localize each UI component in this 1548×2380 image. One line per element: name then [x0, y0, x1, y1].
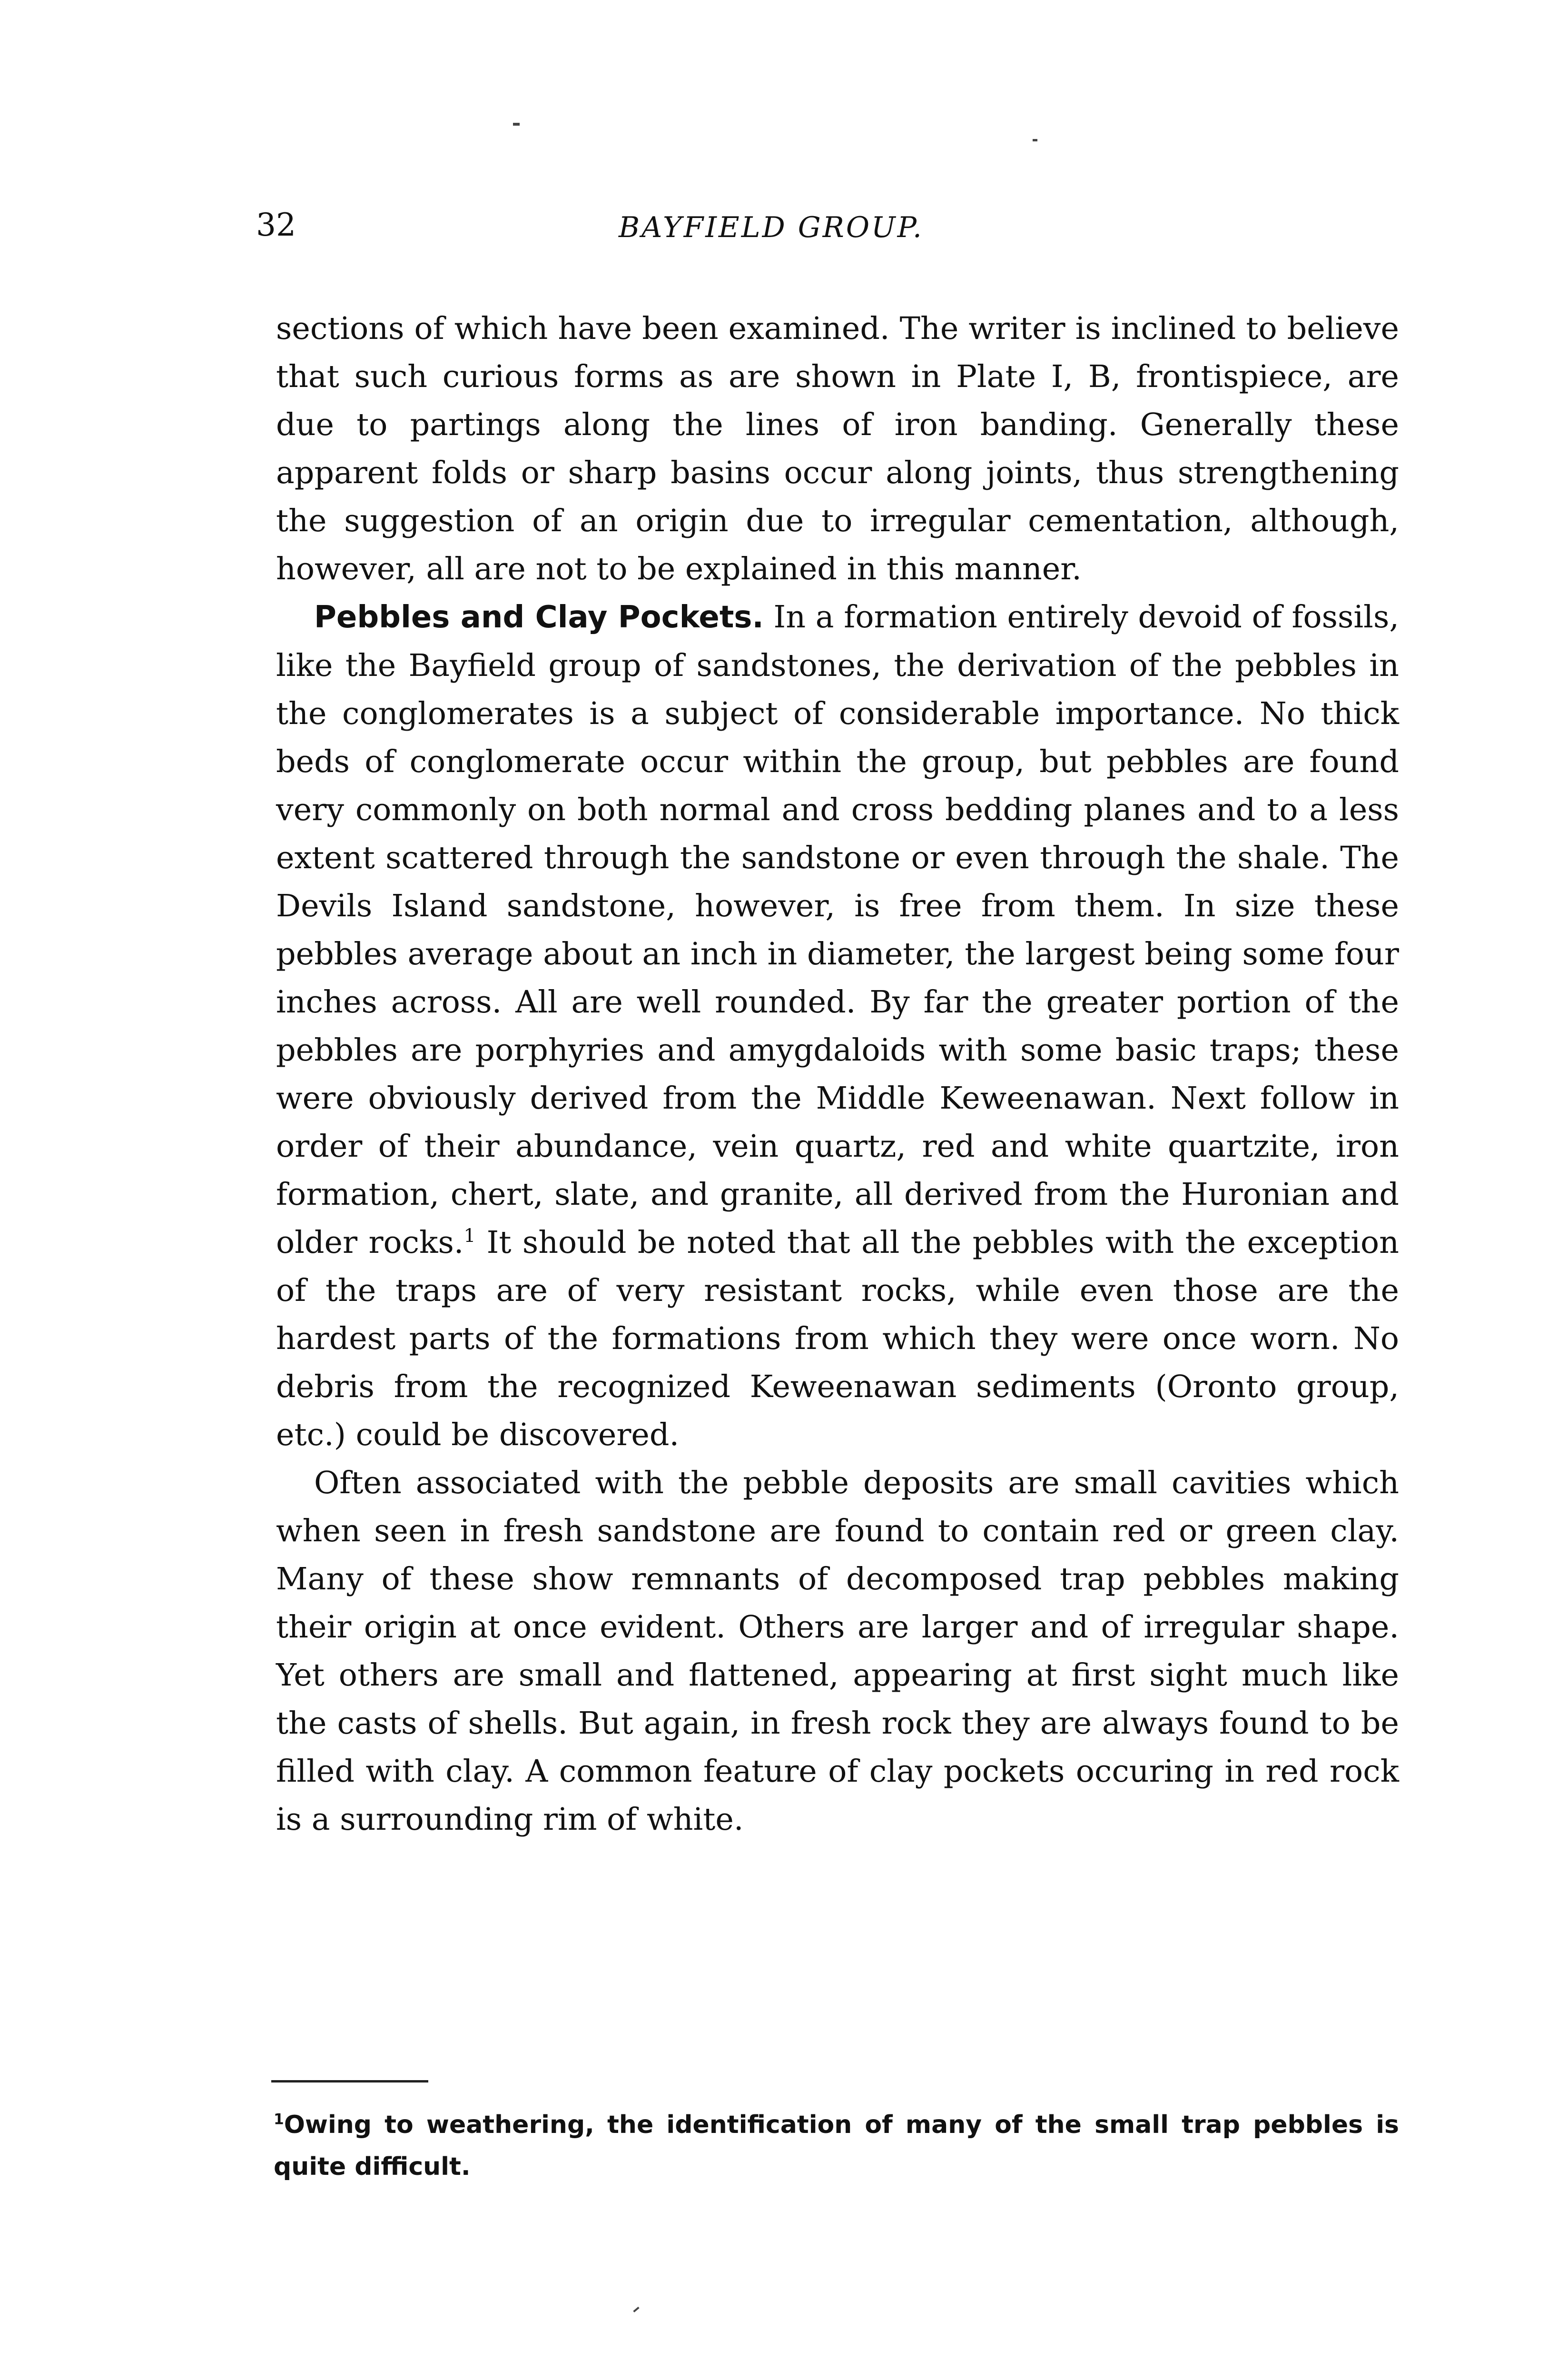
scan-speck [513, 123, 520, 126]
footnote-text: Owing to weathering, the identification of many of the small trap pebbles is quite difficult. [274, 2111, 1399, 2181]
paragraph-3: Often associated with the pebble deposits are small cavities which when seen in fresh sandstone are found to contain red or green clay. Many of these show remnants of decomposed trap pebbles making their origin at once evident. Others are larger and of irregular shape. Yet others are small and flattened, appearing at first sight much like the casts of shells. But again, in fresh rock they are always found to be filled with clay. A common feature of clay pockets occuring in red rock is a surrounding rim of white. [276, 1465, 1399, 1837]
scan-speck [1033, 139, 1037, 141]
paragraph-2-text-b: It should be noted that all the pebbles with the exception of the traps are of very resistant rocks, while even those are the hardest parts of the formations from which they were once worn. No debris from the recognized Keweenawan sediments (Oronto group, etc.) could be discovered. [276, 1225, 1399, 1453]
running-title: BAYFIELD GROUP. [619, 211, 924, 244]
footnote-rule [271, 2080, 428, 2082]
page-number: 32 [256, 207, 296, 243]
scan-speck [633, 2307, 639, 2312]
section-heading-pebbles-clay-pockets: Pebbles and Clay Pockets. [314, 600, 764, 635]
paragraph-2-text-a: In a formation entirely devoid of fossils, like the Bayfield group of sandstones, the derivation of the pebbles in the conglomerates is a subject of considerable importance. No thick beds of conglomerate occur within the group, but pebbles are found very commonly on both normal and cross bedding planes and to a less extent scattered through the sandstone or even through the shale. The Devils Island sandstone, however, is free from them. In size these pebbles average about an inch in diameter, the largest being some four inches across. All are well rounded. By far the greater portion of the pebbles are porphyries and amygdaloids with some basic traps; these were obviously derived from the Middle Keweenawan. Next follow in order of their abundance, vein quartz, red and white quartzite, iron formation, chert, slate, and granite, all derived from the Huronian and older rocks. [276, 599, 1399, 1260]
body-text [276, 305, 1399, 1844]
footnote-reference: 1 [463, 1225, 476, 1247]
paragraph-2 [276, 593, 1399, 1459]
footnote-marker: 1 [274, 2111, 284, 2128]
footnote [274, 2104, 1399, 2188]
paragraph-1: sections of which have been examined. The writer is inclined to believe that such curious forms as are shown in Plate I, B, frontispiece, are due to partings along the lines of iron banding. Generally these apparent folds or sharp basins occur along joints, thus strengthening the suggestion of an origin due to irregular cementation, although, however, all are not to be explained in this manner. [276, 311, 1399, 587]
